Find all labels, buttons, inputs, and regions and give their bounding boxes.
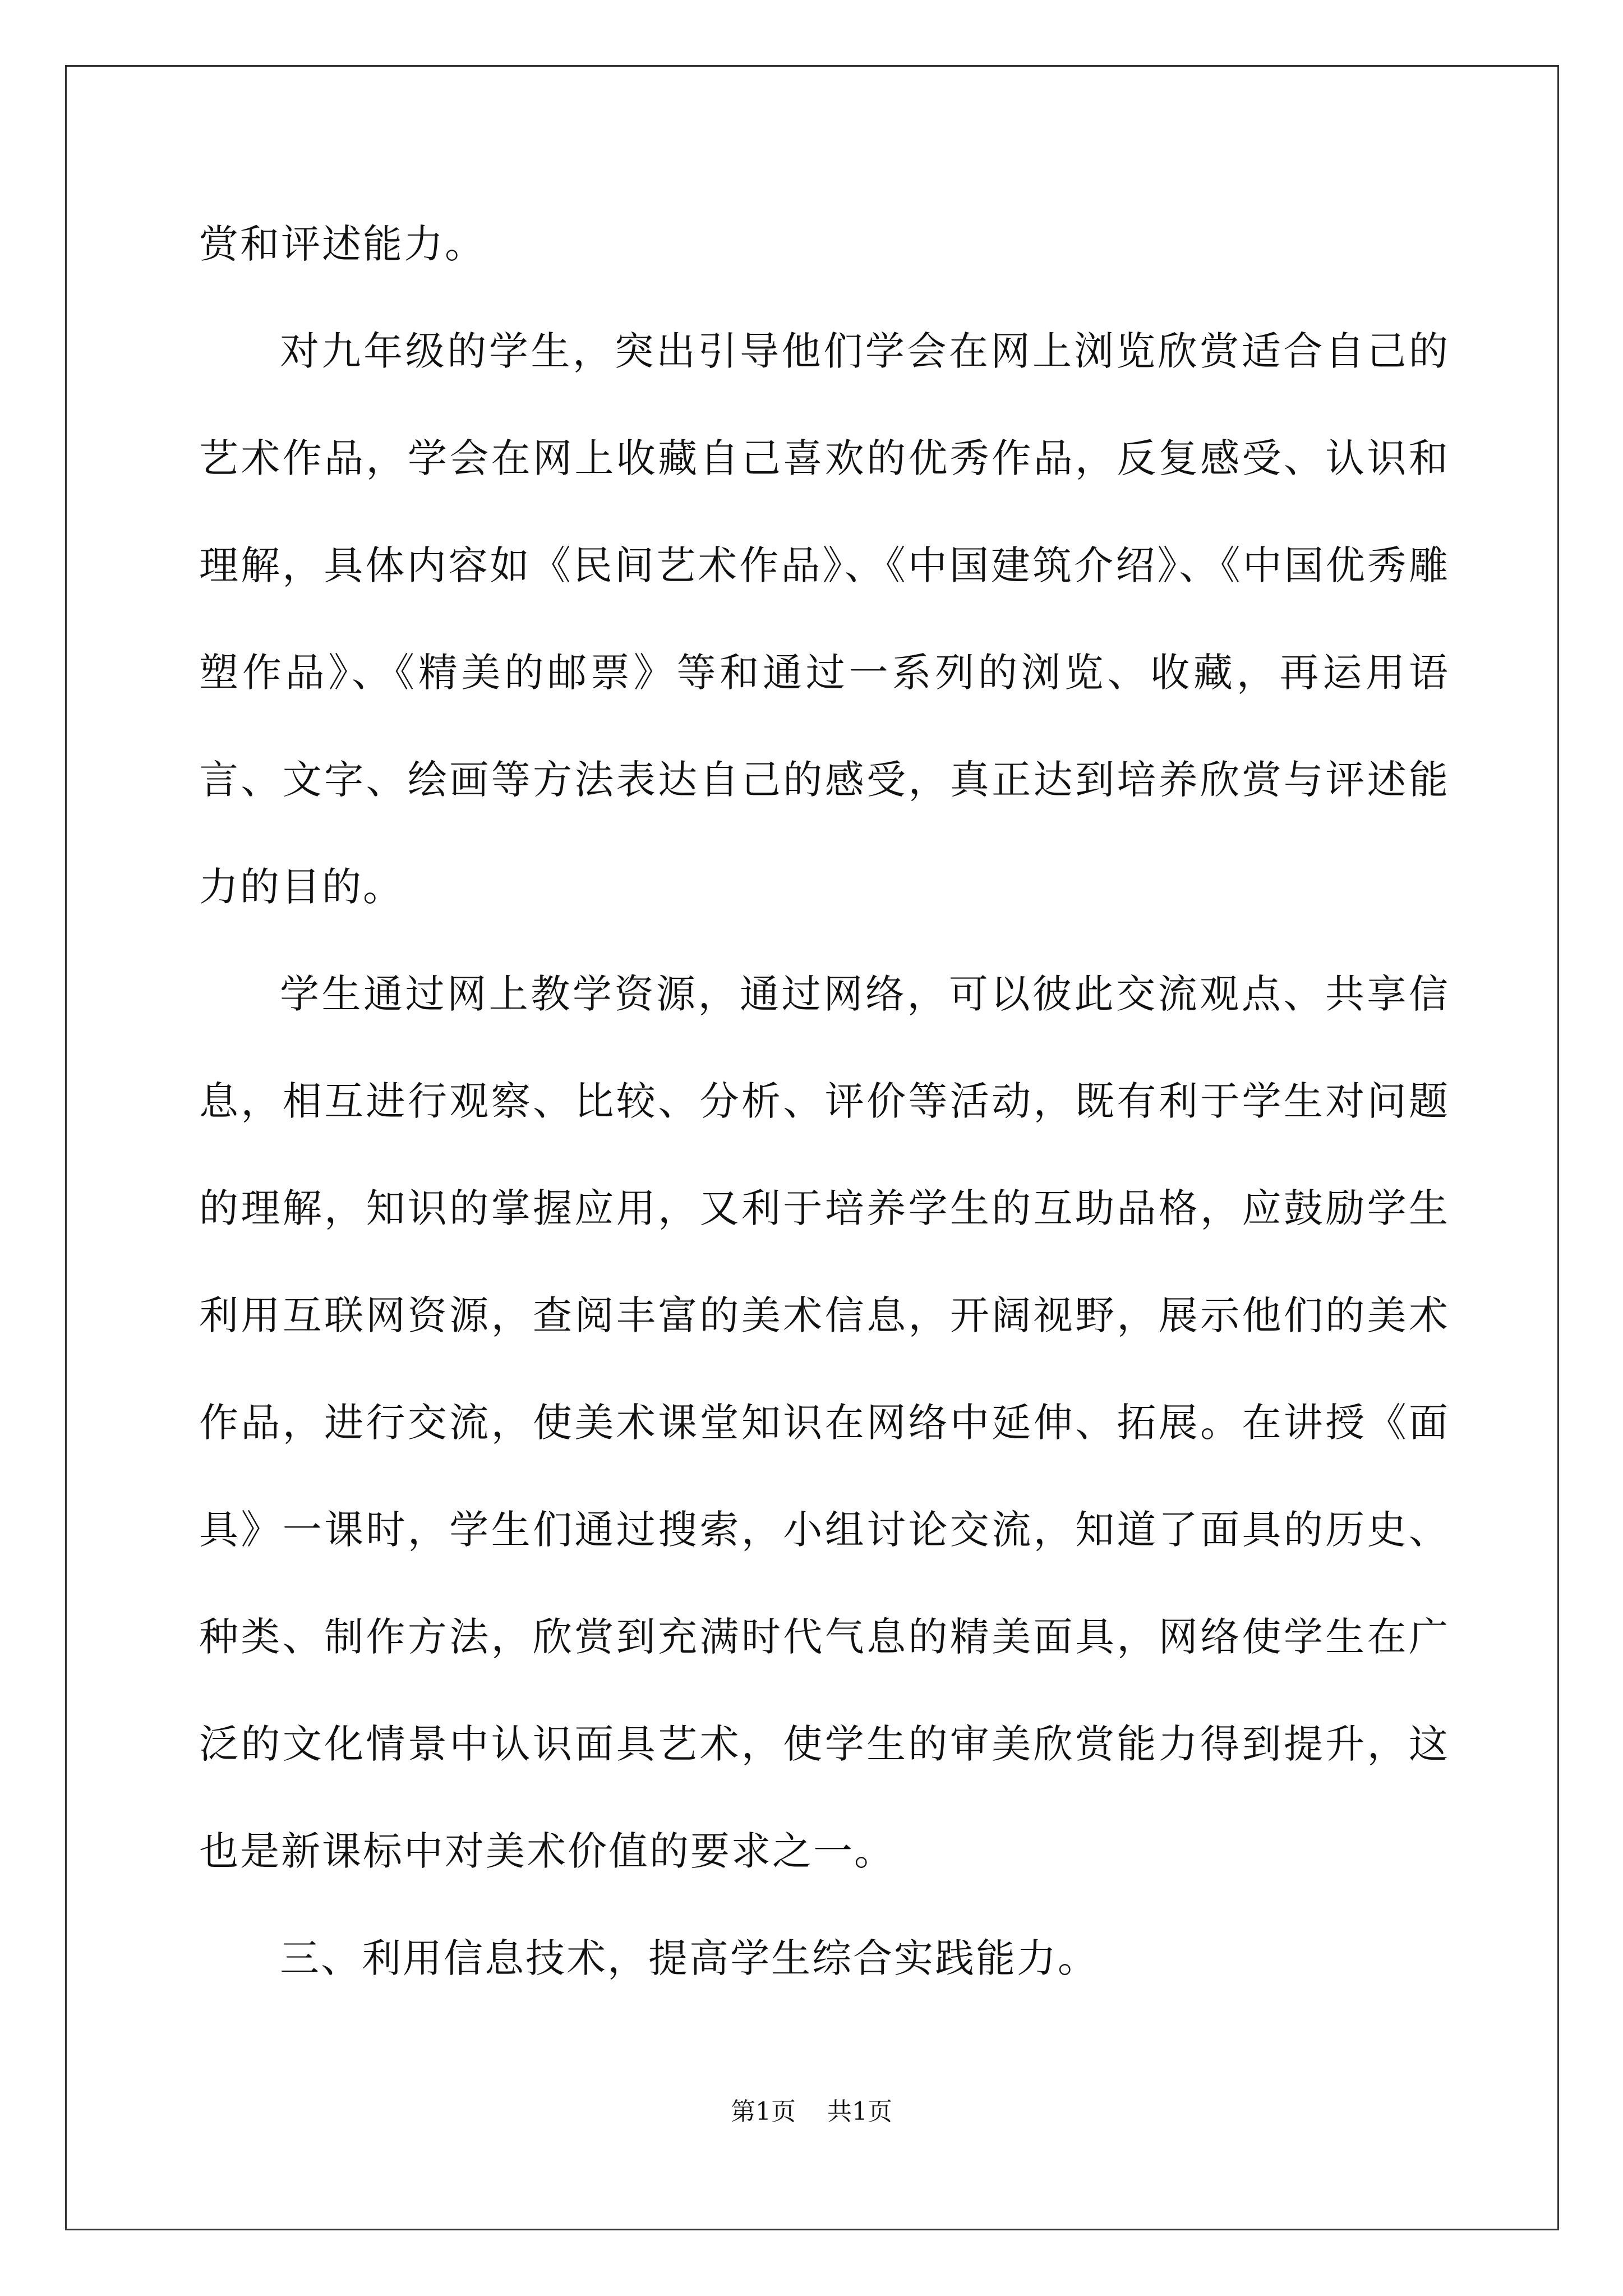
document-body bbox=[199, 191, 1450, 2012]
paragraph-4: 三、利用信息技术，提高学生综合实践能力。 bbox=[280, 1935, 1099, 1981]
paragraph-3: 学生通过网上教学资源，通过网络，可以彼此交流观点、共享信息，相互进行观察、比较、分析、评价等活动，既有利于学生对问题的理解，知识的掌握应用，又利于培养学生的互助品格，应鼓励学生利用互联网资源，查阅丰富的美术信息，开阔视野，展示他们的美术作品，进行交流，使美术课堂知识在网络中延伸、拓展。在讲授《面具》一课时，学生们通过搜索，小组讨论交流，知道了面具的历史、种类、制作方法，欣赏到充满时代气息的精美面具，网络使学生在广泛的文化情景中认识面具艺术，使学生的审美欣赏能力得到提升，这也是新课标中对美术价值的要求之一。 bbox=[199, 971, 1450, 1874]
paragraph-2: 对九年级的学生，突出引导他们学会在网上浏览欣赏适合自己的艺术作品，学会在网上收藏自己喜欢的优秀作品，反复感受、认识和理解，具体内容如《民间艺术作品》、《中国建筑介绍》、《中国优秀雕塑作品》、《精美的邮票》等和通过一系列的浏览、收藏，再运用语言、文字、绘画等方法表达自己的感受，真正达到培养欣赏与评述能力的目的。 bbox=[199, 328, 1450, 910]
page-footer bbox=[0, 2095, 1623, 2129]
page-total: 共1页 bbox=[827, 2097, 892, 2126]
page-number: 第1页 bbox=[731, 2097, 796, 2126]
paragraph-1: 赏和评述能力。 bbox=[199, 221, 486, 267]
